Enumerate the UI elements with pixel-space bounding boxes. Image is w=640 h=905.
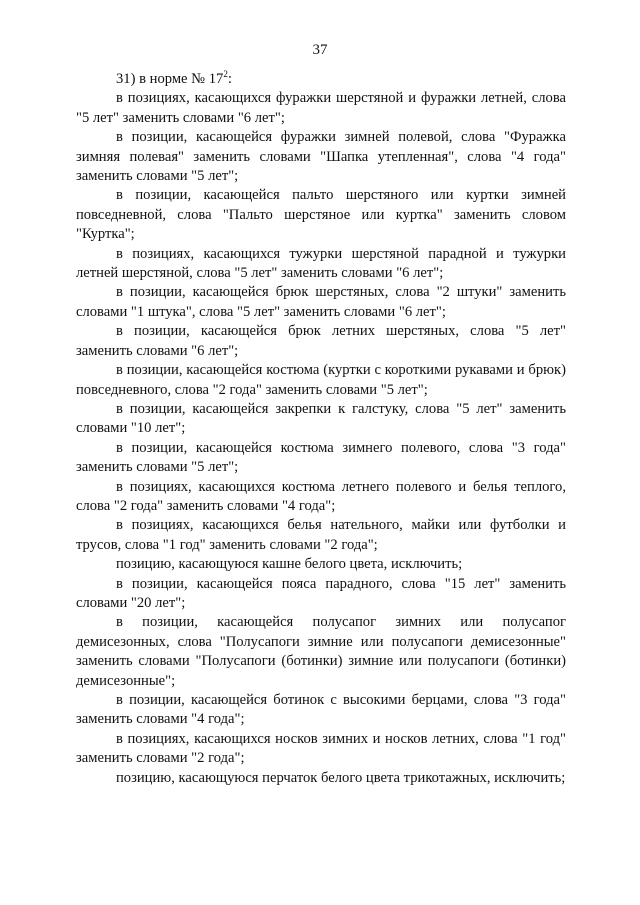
paragraph: в позициях, касающихся белья нательного, майки или футболки и трусов, слова "1 год" заменить словами "2 года";: [76, 517, 566, 553]
paragraph: в позиции, касающейся закрепки к галстуку, слова "5 лет" заменить словами "10 лет";: [76, 400, 566, 437]
clause-heading-colon: :: [227, 71, 232, 87]
document-body: [76, 70, 566, 788]
paragraph: в позиции, касающейся костюма зимнего полевого, слова "3 года" заменить словами "5 лет";: [76, 439, 566, 476]
paragraph: позицию, касающуюся перчаток белого цвета трикотажных, исключить;: [116, 769, 566, 786]
paragraph: в позициях, касающихся носков зимних и носков летних, слова "1 год" заменить словами "2 года";: [76, 730, 566, 767]
paragraph: в позиции, касающейся костюма (куртки с короткими рукавами и брюк) повседневного, слова "2 года" заменить словами "5 лет";: [76, 362, 566, 398]
paragraph: в позиции, касающейся ботинок с высокими берцами, слова "3 года" заменить словами "4 года";: [76, 692, 566, 728]
paragraph: в позиции, касающейся брюк шерстяных, слова "2 штуки" заменить словами "1 штука", слова "5 лет" заменить словами "6 лет";: [76, 284, 566, 320]
norm-superscript: 2: [223, 69, 228, 80]
paragraph: в позиции, касающейся полусапог зимних или полусапог демисезонных, слова "Полусапоги зимние или полусапоги демисезонные" заменить словами "Полусапоги (ботинки) зимние или полусапоги (ботинки) демисезонные";: [76, 614, 566, 689]
paragraph: в позиции, касающейся пальто шерстяного или куртки зимней повседневной, слова "Пальто шерстяное или куртка" заменить словом "Куртка";: [76, 187, 566, 243]
clause-heading: [76, 70, 566, 89]
paragraph: в позиции, касающейся пояса парадного, слова "15 лет" заменить словами "20 лет";: [76, 575, 566, 611]
paragraph: в позиции, касающейся брюк летних шерстяных, слова "5 лет" заменить словами "6 лет";: [76, 323, 566, 359]
paragraph: в позициях, касающихся костюма летнего полевого и белья теплого, слова "2 года" заменить словами "4 года";: [76, 478, 566, 514]
paragraph: в позиции, касающейся фуражки зимней полевой, слова "Фуражка зимняя полевая" заменить словами "Шапка утепленная", слова "4 года" заменить словами "5 лет";: [76, 129, 566, 185]
paragraph: позицию, касающуюся кашне белого цвета, исключить;: [116, 556, 463, 573]
paragraph: в позициях, касающихся тужурки шерстяной парадной и тужурки летней шерстяной, слова "5 лет" заменить словами "6 лет";: [76, 245, 566, 282]
page-number: 37: [312, 42, 328, 58]
clause-heading-text: 31) в норме № 17: [116, 71, 224, 87]
paragraph: в позициях, касающихся фуражки шерстяной и фуражки летней, слова "5 лет" заменить словами "6 лет";: [76, 90, 566, 126]
